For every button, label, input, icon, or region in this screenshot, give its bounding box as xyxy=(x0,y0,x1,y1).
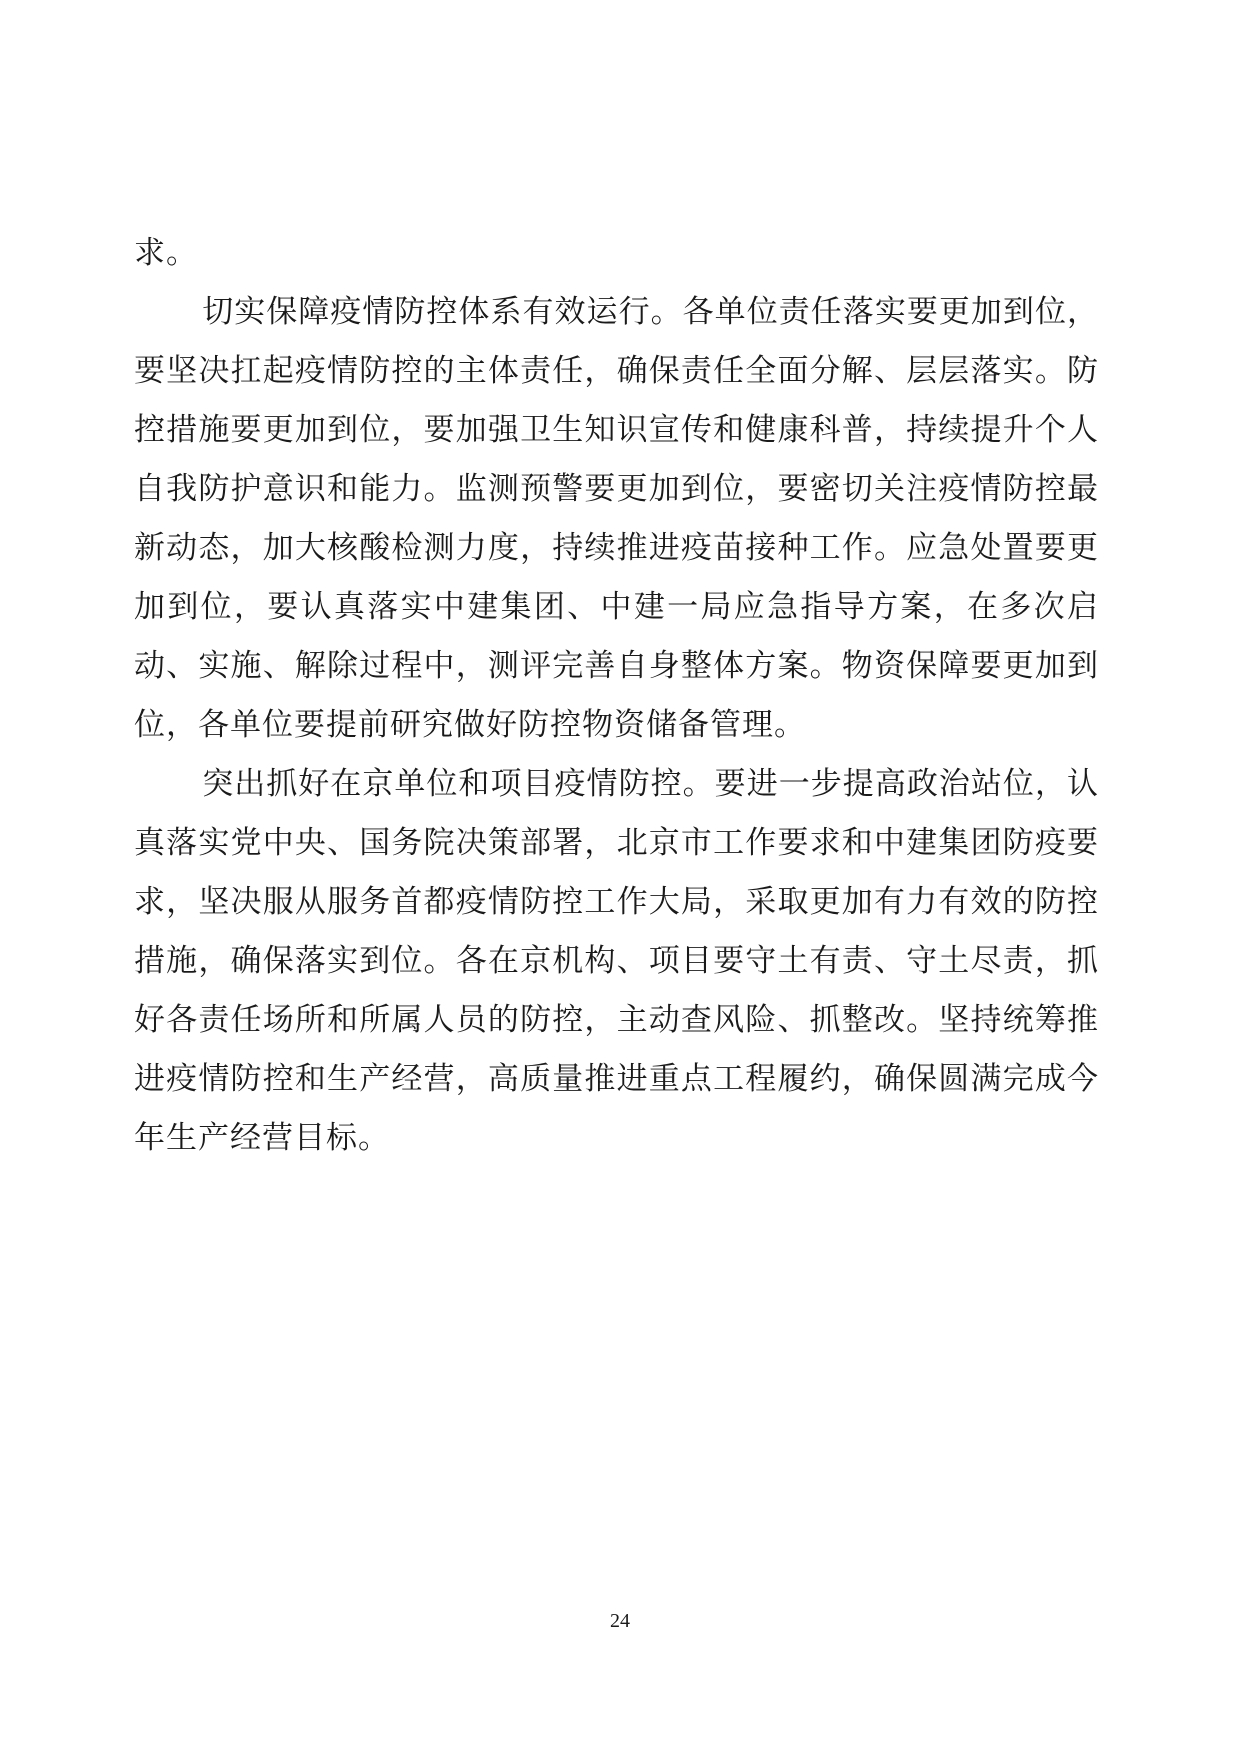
paragraph-continuation: 求。 xyxy=(134,235,198,271)
body-text xyxy=(134,224,1099,1168)
page-number: 24 xyxy=(610,1610,630,1632)
paragraph-epidemic-system: 切实保障疫情防控体系有效运行。各单位责任落实要更加到位，要坚决扛起疫情防控的主体责任，确保责任全面分解、层层落实。防控措施要更加到位，要加强卫生知识宣传和健康科普，持续提升个人自我防护意识和能力。监测预警要更加到位，要密切关注疫情防控最新动态，加大核酸检测力度，持续推进疫苗接种工作。应急处置要更加到位，要认真落实中建集团、中建一局应急指导方案，在多次启动、实施、解除过程中，测评完善自身整体方案。物资保障要更加到位，各单位要提前研究做好防控物资储备管理。 xyxy=(134,294,1099,743)
paragraph-beijing-units: 突出抓好在京单位和项目疫情防控。要进一步提高政治站位，认真落实党中央、国务院决策部署，北京市工作要求和中建集团防疫要求，坚决服从服务首都疫情防控工作大局，采取更加有力有效的防控措施，确保落实到位。各在京机构、项目要守土有责、守土尽责，抓好各责任场所和所属人员的防控，主动查风险、抓整改。坚持统筹推进疫情防控和生产经营，高质量推进重点工程履约，确保圆满完成今年生产经营目标。 xyxy=(134,766,1099,1156)
